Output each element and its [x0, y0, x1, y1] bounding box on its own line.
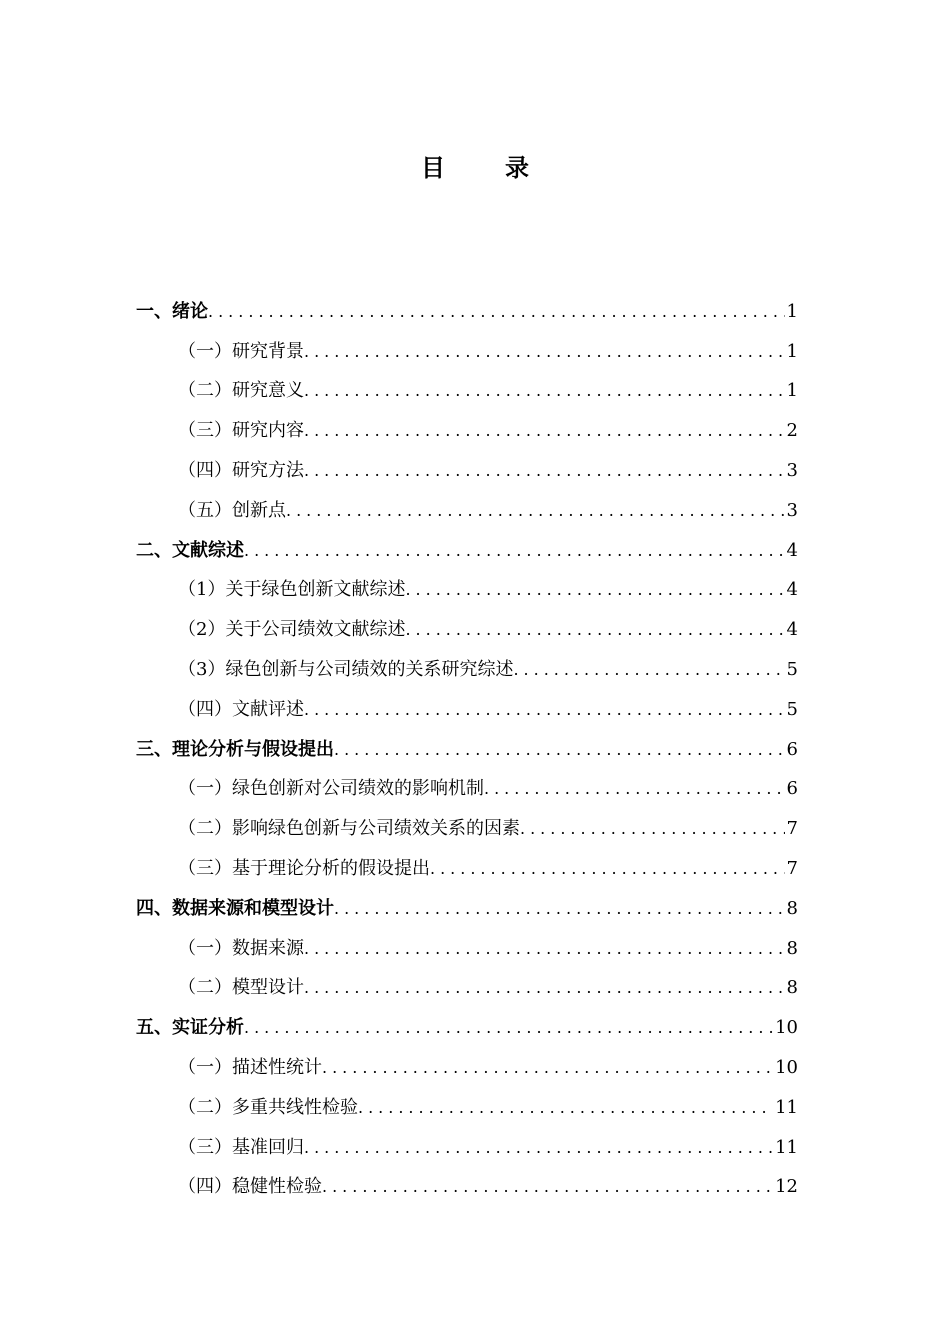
toc-entry-label: （1）关于绿色创新文献综述 [178, 579, 406, 601]
toc-entry-label: 一、绪论 [136, 300, 208, 322]
toc-entry-label: （三）基于理论分析的假设提出 [178, 858, 430, 880]
toc-page-number: 4 [786, 619, 798, 641]
toc-entry-label: （2）关于公司绩效文献综述 [178, 619, 406, 641]
toc-dot-leader [358, 1100, 773, 1116]
toc-dot-leader [405, 622, 784, 638]
toc-entry-label: （三）研究内容 [178, 420, 304, 442]
toc-page-number: 11 [775, 1096, 798, 1118]
toc-page-number: 10 [775, 1017, 798, 1039]
toc-page-number: 6 [786, 738, 798, 760]
toc-page-number: 4 [786, 539, 798, 561]
toc-entry-label: （二）多重共线性检验 [178, 1096, 358, 1118]
toc-section-entry[interactable] [0, 571, 950, 611]
toc-dot-leader [304, 463, 785, 479]
page-title-char: 目 [421, 154, 445, 182]
toc-section-entry[interactable] [0, 929, 950, 969]
toc-page-number: 8 [786, 897, 798, 919]
toc-page-number: 4 [786, 579, 798, 601]
toc-dot-leader [430, 861, 785, 877]
toc-chapter-entry[interactable] [0, 292, 950, 332]
toc-section-entry[interactable] [0, 1168, 950, 1208]
toc-dot-leader [405, 582, 784, 598]
toc-chapter-entry[interactable] [0, 889, 950, 929]
toc-page-number: 5 [786, 698, 798, 720]
toc-entry-label: （3）绿色创新与公司绩效的关系研究综述 [178, 659, 514, 681]
toc-entry-label: （四）文献评述 [178, 698, 304, 720]
toc-entry-label: （五）创新点 [178, 499, 286, 521]
toc-page-number: 8 [786, 977, 798, 999]
toc-page-number: 8 [786, 937, 798, 959]
toc-section-entry[interactable] [0, 770, 950, 810]
toc-entry-label: （二）影响绿色创新与公司绩效关系的因素 [178, 818, 520, 840]
toc-dot-leader [286, 503, 785, 519]
toc-entry-label: 五、实证分析 [136, 1017, 244, 1039]
toc-entry-label: 二、文献综述 [136, 539, 244, 561]
toc-section-entry[interactable] [0, 1048, 950, 1088]
toc-chapter-entry[interactable] [0, 730, 950, 770]
toc-page-number: 2 [786, 420, 798, 442]
toc-dot-leader [304, 941, 785, 957]
toc-section-entry[interactable] [0, 491, 950, 531]
toc-section-entry[interactable] [0, 1128, 950, 1168]
toc-page-number: 5 [786, 659, 798, 681]
toc-dot-leader [334, 901, 785, 917]
toc-entry-label: （二）模型设计 [178, 977, 304, 999]
toc-dot-leader [334, 742, 785, 758]
toc-entry-label: （二）研究意义 [178, 380, 304, 402]
toc-dot-leader [304, 702, 785, 718]
toc-entry-label: （四）研究方法 [178, 460, 304, 482]
toc-dot-leader [304, 1140, 773, 1156]
toc-page-number: 11 [775, 1136, 798, 1158]
toc-page-number: 7 [786, 858, 798, 880]
toc-dot-leader [244, 1020, 773, 1036]
toc-chapter-entry[interactable] [0, 1008, 950, 1048]
toc-section-entry[interactable] [0, 650, 950, 690]
toc-page-number: 1 [786, 340, 798, 362]
toc-dot-leader [304, 383, 785, 399]
toc-page-number: 1 [786, 300, 798, 322]
toc-dot-leader [520, 821, 785, 837]
toc-page-number: 1 [786, 380, 798, 402]
toc-dot-leader [484, 781, 785, 797]
toc-dot-leader [322, 1060, 773, 1076]
toc-section-entry[interactable] [0, 690, 950, 730]
page-title-char: 录 [505, 154, 529, 182]
toc-section-entry[interactable] [0, 849, 950, 889]
toc-page-number: 6 [786, 778, 798, 800]
toc-entry-label: （一）描述性统计 [178, 1057, 322, 1079]
toc-section-entry[interactable] [0, 809, 950, 849]
toc-dot-leader [322, 1179, 773, 1195]
page-title [0, 148, 950, 188]
toc-page-number: 3 [786, 499, 798, 521]
toc-dot-leader [304, 344, 785, 360]
toc-entry-label: 四、数据来源和模型设计 [136, 897, 334, 919]
toc-dot-leader [208, 304, 785, 320]
toc-page-number: 3 [786, 460, 798, 482]
toc-section-entry[interactable] [0, 372, 950, 412]
toc-dot-leader [304, 980, 785, 996]
toc-entry-label: （一）研究背景 [178, 340, 304, 362]
toc-dot-leader [244, 543, 785, 559]
toc-dot-leader [304, 423, 785, 439]
toc-page-number: 10 [775, 1057, 798, 1079]
toc-entry-label: （一）绿色创新对公司绩效的影响机制 [178, 778, 484, 800]
toc-entry-label: （三）基准回归 [178, 1136, 304, 1158]
toc-section-entry[interactable] [0, 969, 950, 1009]
toc-entry-label: 三、理论分析与假设提出 [136, 738, 334, 760]
toc-entry-label: （四）稳健性检验 [178, 1176, 322, 1198]
toc-page-number: 12 [775, 1176, 798, 1198]
toc-section-entry[interactable] [0, 332, 950, 372]
toc-section-entry[interactable] [0, 1088, 950, 1128]
toc-section-entry[interactable] [0, 451, 950, 491]
toc-dot-leader [513, 662, 784, 678]
toc-chapter-entry[interactable] [0, 531, 950, 571]
toc-page-number: 7 [786, 818, 798, 840]
table-of-contents [0, 292, 950, 1207]
toc-section-entry[interactable] [0, 411, 950, 451]
toc-entry-label: （一）数据来源 [178, 937, 304, 959]
toc-section-entry[interactable] [0, 610, 950, 650]
